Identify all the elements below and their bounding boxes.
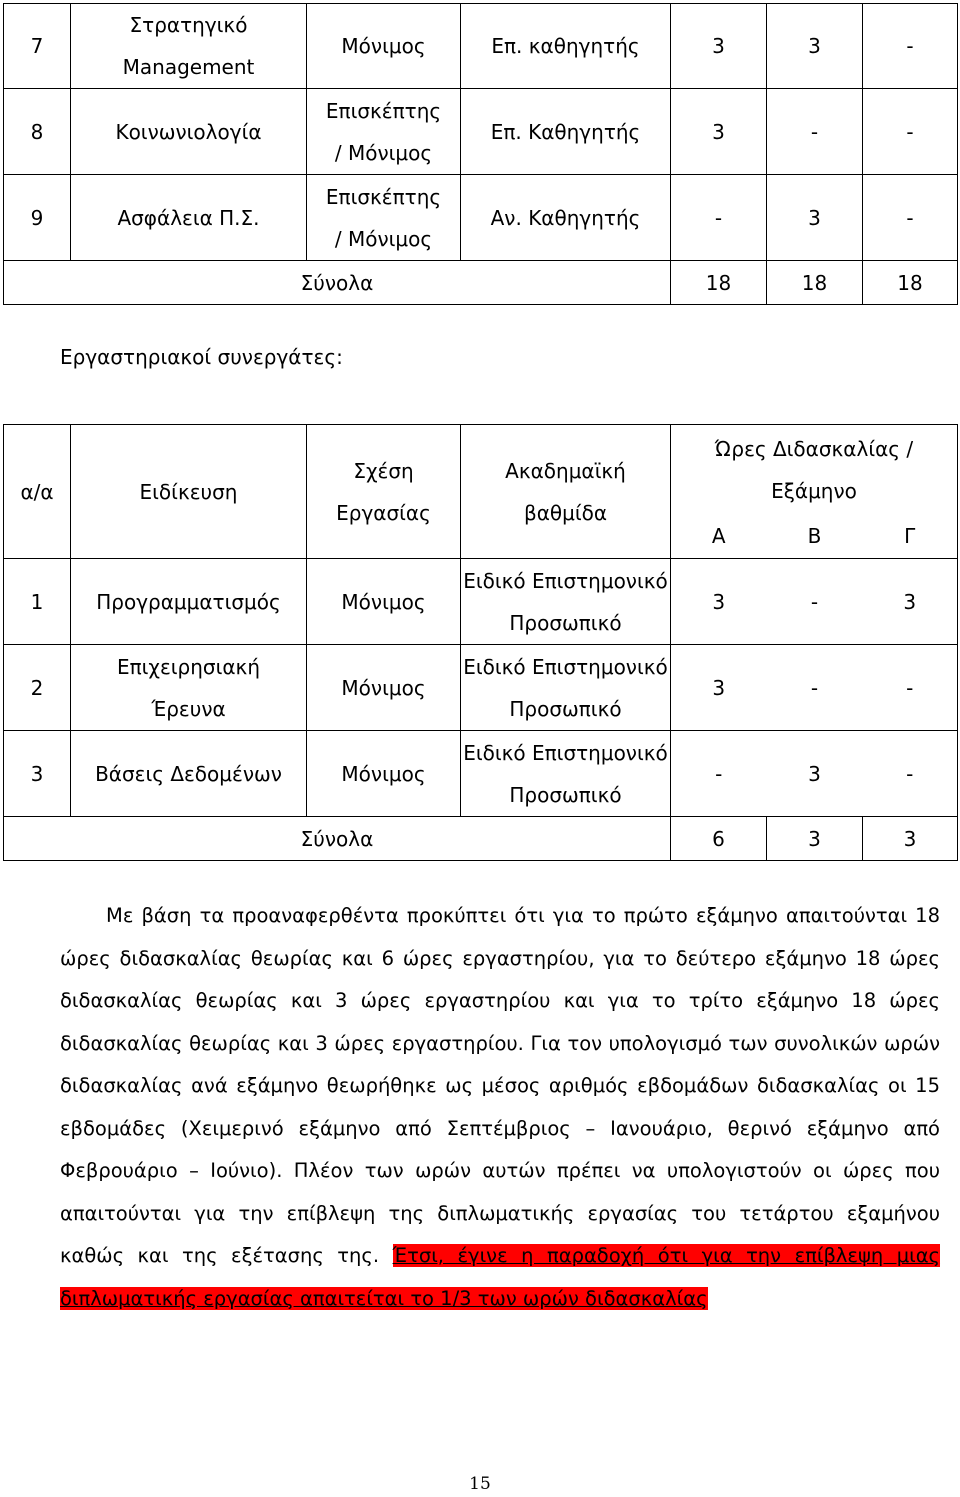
hours-c: 3 (863, 559, 958, 645)
hours-b: - (767, 645, 863, 731)
row-number: 3 (4, 731, 71, 817)
hours-a: 3 (671, 89, 767, 175)
rank-cell: Επ. Καθηγητής (461, 89, 671, 175)
header-sem-b: Β (767, 515, 863, 559)
header-rank: Ακαδημαϊκή βαθμίδα (461, 425, 671, 559)
rank-cell: Αν. Καθηγητής (461, 175, 671, 261)
relation-cell: Μόνιμος (307, 731, 461, 817)
totals-row (4, 817, 958, 861)
specialization-cell: Κοινωνιολογία (71, 89, 307, 175)
totals-label: Σύνολα (4, 261, 671, 305)
total-b: 3 (767, 817, 863, 861)
relation-cell: Επισκέπτης / Μόνιμος (307, 175, 461, 261)
table-row (4, 731, 958, 817)
rank-cell: Ειδικό Επιστημονικό Προσωπικό (461, 731, 671, 817)
total-b: 18 (767, 261, 863, 305)
row-number: 8 (4, 89, 71, 175)
specialization-cell: Προγραμματισμός (71, 559, 307, 645)
totals-label: Σύνολα (4, 817, 671, 861)
table-row (4, 4, 958, 89)
hours-b: - (767, 89, 863, 175)
row-number: 9 (4, 175, 71, 261)
header-hours: Ώρες Διδασκαλίας / Εξάμηνο (671, 425, 958, 515)
total-c: 3 (863, 817, 958, 861)
paragraph-text: Με βάση τα προαναφερθέντα προκύπτει ότι για το πρώτο εξάμηνο απαιτούνται 18 ώρες διδασκαλίας θεωρίας και 6 ώρες εργαστηρίου, για το δεύτερο εξάμηνο 18 ώρες διδασκαλίας θεωρίας και 3 ώρες εργαστηρίου και για το τρίτο εξάμηνο 18 ώρες διδασκαλίας θεωρίας και 3 ώρες εργαστηρίου. Για τον υπολογισμό των συνολικών ωρών διδασκαλίας ανά εξάμηνο θεωρήθηκε ως μέσος αριθμός εβδομάδων διδασκαλίας οι 15 εβδομάδες (Χειμερινό εξάμηνο από Σεπτέμβριος – Ιανουάριο, θερινό εξάμηνο από Φεβρουάριο – Ιούνιο). Πλέον των ωρών αυτών πρέπει να υπολογιστούν οι ώρες που απαιτούνται για την επίβλεψη της διπλωματικής εργασίας του τετάρτου εξαμήνου καθώς και της εξέτασης της. (60, 904, 940, 1267)
lab-table (3, 424, 958, 861)
specialization-cell: Στρατηγικό Management (71, 4, 307, 89)
table-row (4, 89, 958, 175)
row-number: 2 (4, 645, 71, 731)
header-sem-a: Α (671, 515, 767, 559)
table-row (4, 559, 958, 645)
hours-b: 3 (767, 175, 863, 261)
hours-b: 3 (767, 4, 863, 89)
hours-b: - (767, 559, 863, 645)
header-specialization: Ειδίκευση (71, 425, 307, 559)
total-a: 6 (671, 817, 767, 861)
specialization-cell: Βάσεις Δεδομένων (71, 731, 307, 817)
totals-row (4, 261, 958, 305)
hours-a: 3 (671, 4, 767, 89)
hours-a: - (671, 175, 767, 261)
row-number: 1 (4, 559, 71, 645)
header-num: α/α (4, 425, 71, 559)
page-number: 15 (469, 1474, 491, 1494)
table-row (4, 175, 958, 261)
hours-c: - (863, 645, 958, 731)
hours-c: - (863, 731, 958, 817)
header-sem-c: Γ (863, 515, 958, 559)
hours-c: - (863, 89, 958, 175)
hours-c: - (863, 175, 958, 261)
rank-cell: Επ. καθηγητής (461, 4, 671, 89)
hours-b: 3 (767, 731, 863, 817)
relation-cell: Μόνιμος (307, 559, 461, 645)
header-row (4, 425, 958, 515)
rank-cell: Ειδικό Επιστημονικό Προσωπικό (461, 559, 671, 645)
total-a: 18 (671, 261, 767, 305)
hours-c: - (863, 4, 958, 89)
faculty-table (3, 3, 958, 305)
relation-cell: Επισκέπτης / Μόνιμος (307, 89, 461, 175)
relation-cell: Μόνιμος (307, 645, 461, 731)
relation-cell: Μόνιμος (307, 4, 461, 89)
hours-a: 3 (671, 645, 767, 731)
row-number: 7 (4, 4, 71, 89)
hours-a: 3 (671, 559, 767, 645)
table-row (4, 645, 958, 731)
specialization-cell: Ασφάλεια Π.Σ. (71, 175, 307, 261)
specialization-cell: Επιχειρησιακή Έρευνα (71, 645, 307, 731)
header-relation: Σχέση Εργασίας (307, 425, 461, 559)
hours-a: - (671, 731, 767, 817)
rank-cell: Ειδικό Επιστημονικό Προσωπικό (461, 645, 671, 731)
highlighted-text: Έτσι, έγινε η παραδοχή ότι για την επίβλεψη μιας διπλωματικής εργασίας απαιτείται το 1/3 των ωρών διδασκαλίας (60, 1244, 941, 1310)
body-paragraph (60, 895, 940, 1320)
lab-collaborators-heading: Εργαστηριακοί συνεργάτες: (60, 345, 343, 369)
total-c: 18 (863, 261, 958, 305)
